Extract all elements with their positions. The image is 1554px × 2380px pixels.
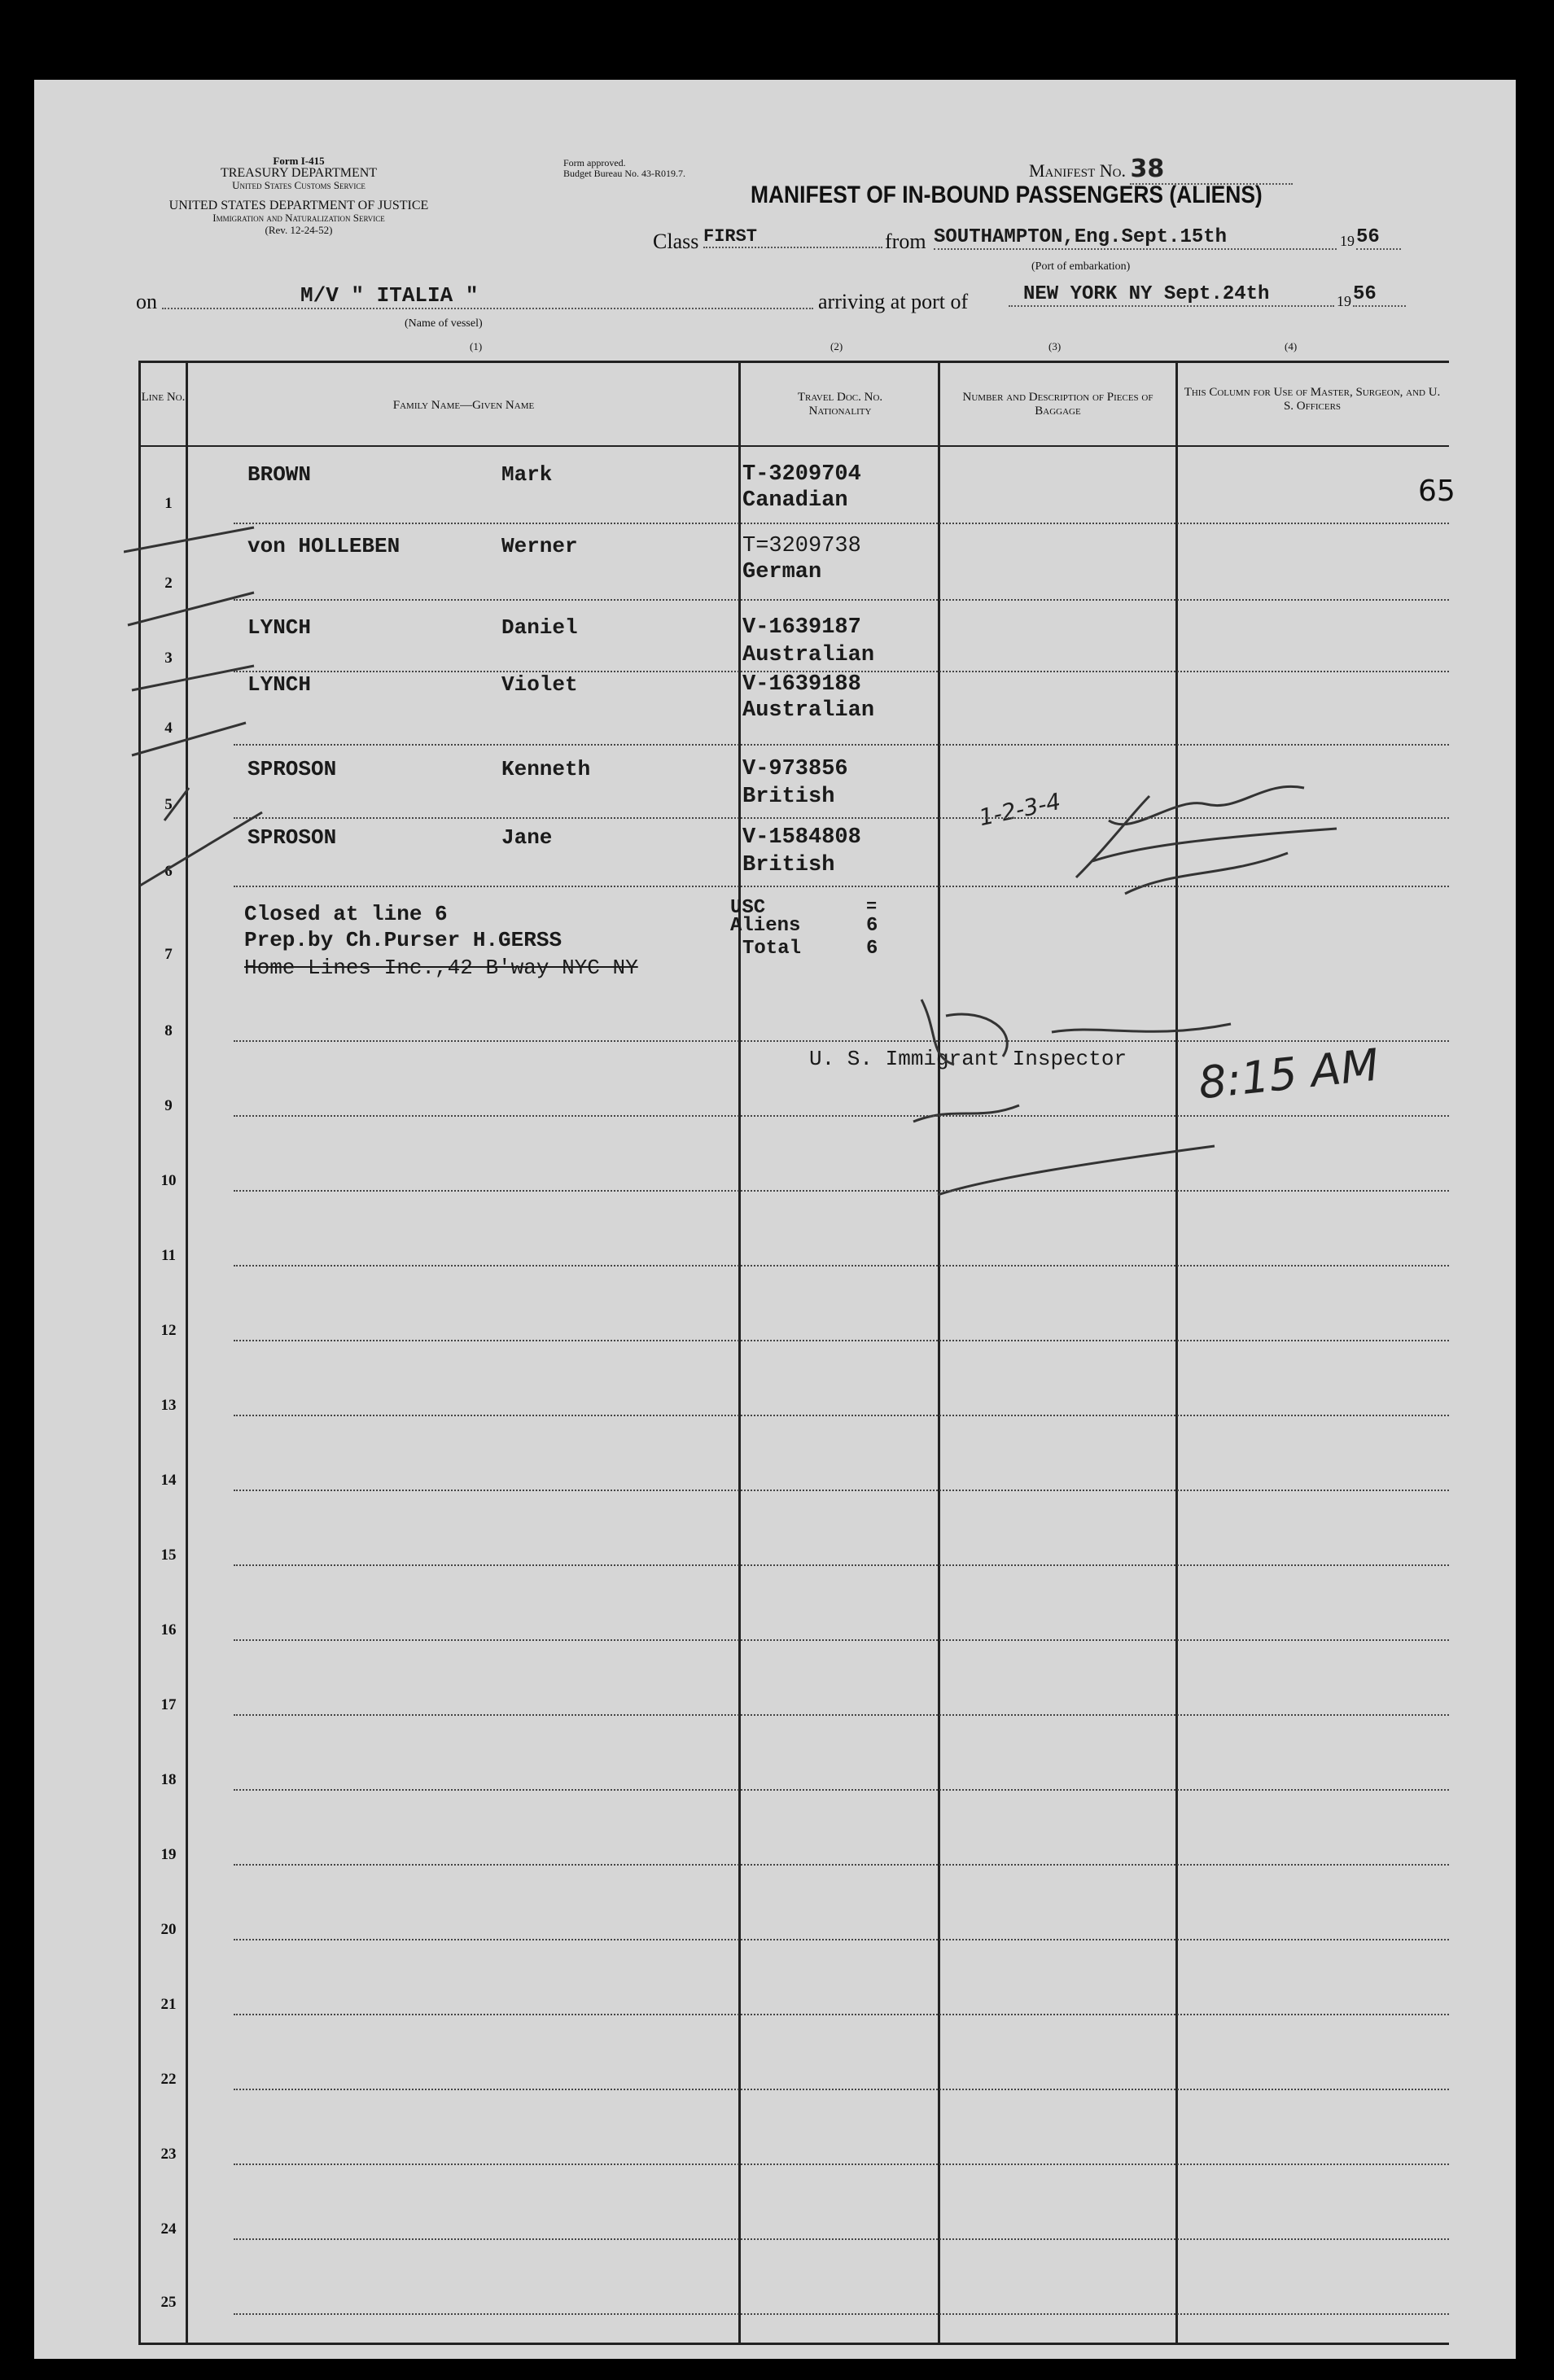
row-separator — [234, 1265, 1449, 1267]
table-bottom-rule — [138, 2343, 1449, 2345]
travel-doc-no: T=3209738 — [742, 534, 861, 558]
line-number: 13 — [160, 1397, 177, 1414]
class-label: Class — [653, 230, 699, 253]
given-name: Mark — [501, 462, 553, 487]
given-name: Jane — [501, 825, 553, 850]
nationality: British — [742, 785, 835, 809]
line-number: 14 — [160, 1472, 177, 1489]
inspector-label: U. S. Immigrant Inspector — [809, 1047, 1127, 1071]
line-number: 18 — [160, 1771, 177, 1788]
manifest-label: Manifest No. — [1029, 160, 1126, 181]
total-count: 6 — [866, 938, 878, 960]
col-number-2: (2) — [830, 340, 843, 352]
arriving-label: arriving at port of — [818, 290, 969, 313]
line-number: 8 — [164, 1022, 173, 1039]
arrival-year: 56 — [1353, 283, 1406, 307]
row-separator — [234, 1864, 1449, 1866]
col-number-3: (3) — [1048, 340, 1062, 352]
nationality: Canadian — [742, 488, 848, 513]
line-number: 20 — [160, 1921, 177, 1938]
nationality: Australian — [742, 698, 875, 723]
customs-service: United States Customs Service — [232, 179, 366, 191]
table-top-rule — [138, 361, 1449, 363]
line-number: 3 — [164, 650, 173, 667]
row-separator — [234, 2163, 1449, 2165]
aliens-label: Aliens — [730, 915, 801, 937]
travel-doc-no: V-1639188 — [742, 672, 861, 697]
travel-doc-header: Travel Doc. No. Nationality — [797, 391, 883, 418]
row-separator — [234, 599, 1449, 601]
row-separator — [234, 1115, 1449, 1117]
manifest-title: MANIFEST OF IN-BOUND PASSENGERS (ALIENS) — [751, 182, 1263, 208]
row-separator — [234, 1340, 1449, 1341]
baggage-note: 1-2-3-4 — [976, 787, 1063, 832]
table-header-rule — [138, 445, 1449, 447]
travel-doc-no: V-1639187 — [742, 615, 861, 640]
doc-column-rule — [938, 361, 940, 2345]
shipping-company: Home Lines Inc.,42 B'way NYC NY — [244, 956, 638, 980]
line-number: 9 — [164, 1097, 173, 1114]
inspector-signature — [889, 983, 1312, 1260]
manifest-number-row — [1029, 155, 1293, 185]
col-number-1: (1) — [470, 340, 483, 352]
family-name: BROWN — [247, 462, 312, 487]
name-header: Family Name—Given Name — [392, 399, 535, 412]
name-column-rule — [738, 361, 741, 2345]
approval-block — [563, 158, 685, 179]
year-prefix-2: 19 — [1337, 293, 1351, 309]
line-number: 16 — [160, 1621, 177, 1638]
family-name: SPROSON — [247, 825, 337, 850]
embarkation-caption: (Port of embarkation) — [1031, 260, 1131, 273]
nationality: British — [742, 853, 835, 877]
manifest-page — [34, 80, 1516, 2359]
row-separator — [234, 1040, 1449, 1042]
page-number: 65 — [1418, 475, 1456, 508]
embarkation-year: 56 — [1356, 226, 1401, 250]
row-separator — [234, 2313, 1449, 2315]
baggage-column-rule — [1175, 361, 1178, 2345]
budget-bureau: Budget Bureau No. 43-R019.7. — [563, 168, 685, 179]
line-number: 2 — [164, 575, 173, 592]
line-check-marks — [124, 503, 270, 975]
given-name: Daniel — [501, 615, 578, 640]
usc-value: = — [866, 897, 878, 917]
vessel-row — [136, 283, 1438, 316]
row-separator — [234, 2089, 1449, 2090]
line-number: 5 — [164, 796, 173, 813]
given-name: Kenneth — [501, 757, 591, 781]
prepared-by: Prep.by Ch.Purser H.GERSS — [244, 928, 563, 952]
travel-doc-no: V-1584808 — [742, 825, 861, 850]
line-number: 25 — [160, 2294, 177, 2311]
year-prefix: 19 — [1340, 233, 1355, 249]
line-number: 11 — [161, 1247, 176, 1264]
manifest-number: 38 — [1130, 155, 1293, 185]
line-number: 21 — [160, 1996, 177, 2013]
line-no-header: Line No. — [141, 391, 186, 404]
row-separator — [234, 1639, 1449, 1641]
row-separator — [234, 1789, 1449, 1791]
row-separator — [234, 2014, 1449, 2015]
family-name: von HOLLEBEN — [247, 534, 401, 558]
line-number: 19 — [160, 1846, 177, 1863]
line-number: 4 — [164, 720, 173, 737]
line-number: 17 — [160, 1696, 177, 1713]
family-name: SPROSON — [247, 757, 337, 781]
arrival-port: NEW YORK NY Sept.24th — [1009, 283, 1334, 307]
vessel-caption: (Name of vessel) — [405, 317, 483, 330]
line-number: 22 — [160, 2071, 177, 2088]
ins-service: Immigration and Naturalization Service — [212, 212, 385, 224]
line-number: 7 — [164, 946, 173, 963]
line-number: 24 — [160, 2220, 177, 2238]
vessel-name: M/V " ITALIA " — [162, 283, 813, 309]
nationality: Australian — [742, 643, 875, 667]
travel-doc-no: V-973856 — [742, 757, 848, 781]
row-separator — [234, 523, 1449, 524]
row-separator — [234, 1415, 1449, 1416]
from-label: from — [885, 230, 926, 253]
form-header-left — [164, 155, 433, 236]
usc-label: USC — [730, 897, 766, 919]
officers-header: This Column for Use of Master, Surgeon, and U. S. Officers — [1184, 386, 1441, 413]
row-separator — [234, 744, 1449, 746]
row-separator — [234, 1564, 1449, 1566]
line-number: 12 — [160, 1322, 177, 1339]
row-separator — [234, 1190, 1449, 1192]
justice-dept: UNITED STATES DEPARTMENT OF JUSTICE — [169, 199, 429, 212]
baggage-header: Number and Description of Pieces of Baggage — [962, 391, 1153, 418]
revision: (Rev. 12-24-52) — [265, 224, 333, 236]
row-separator — [234, 886, 1449, 887]
embarkation-value: SOUTHAMPTON,Eng.Sept.15th — [934, 226, 1337, 250]
row-separator — [234, 817, 1449, 819]
row-separator — [234, 1714, 1449, 1716]
inspection-time: 8:15 AM — [1196, 1039, 1381, 1109]
row-separator — [234, 2238, 1449, 2240]
given-name: Werner — [501, 534, 578, 558]
treasury-dept: TREASURY DEPARTMENT — [220, 166, 378, 180]
family-name: LYNCH — [247, 672, 312, 697]
family-name: LYNCH — [247, 615, 312, 640]
class-row — [653, 226, 1434, 256]
class-value: FIRST — [703, 226, 882, 248]
row-separator — [234, 1939, 1449, 1940]
travel-doc-no: T-3209704 — [742, 462, 861, 487]
line-number: 15 — [160, 1547, 177, 1564]
form-approved: Form approved. — [563, 157, 626, 168]
closed-at-line: Closed at line 6 — [244, 902, 448, 926]
line-number: 23 — [160, 2146, 177, 2163]
total-label: Total — [742, 938, 802, 960]
line-number: 10 — [160, 1172, 177, 1189]
given-name: Violet — [501, 672, 578, 697]
on-label: on — [136, 290, 157, 313]
row-separator — [234, 1490, 1449, 1491]
nationality: German — [742, 560, 822, 584]
line-number: 1 — [164, 495, 173, 512]
aliens-count: 6 — [866, 915, 878, 937]
row-separator — [234, 671, 1449, 672]
line-number: 6 — [164, 863, 173, 880]
col-number-4: (4) — [1285, 340, 1298, 352]
form-number: Form I-415 — [273, 155, 325, 167]
